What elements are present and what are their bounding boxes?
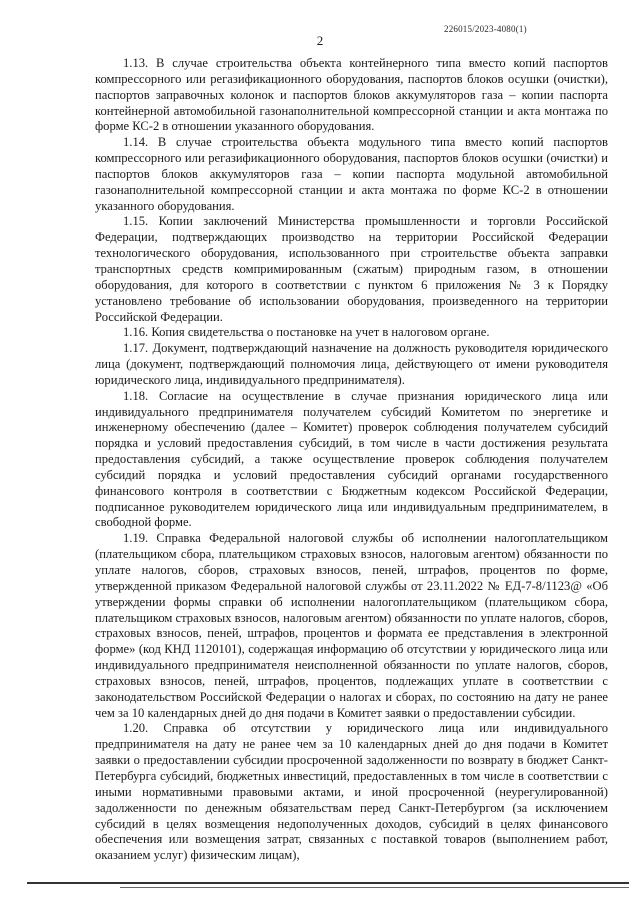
paragraph-1-16: 1.16. Копия свидетельства о постановке на учет в налоговом органе. <box>123 325 490 340</box>
page-number: 2 <box>316 33 324 48</box>
paragraph-1-19: 1.19. Справка Федеральной налоговой службы об исполнении налогоплательщиком (плательщиком сбора, плательщиком страховых взносов, налоговым агентом) обязанности по уплате налогов, сборов, страховых взносов, пеней, штрафов, процентов по форме, утвержденной приказом Федеральной налоговой службы от 23.11.2022 № ЕД-7-8/1123@ «Об утверждении формы справки об исполнении налогоплательщиком (плательщиком сбора, плательщиком страховых взносов, налоговым агентом) обязанности по уплате налогов, сборов, страховых взносов, пеней, штрафов, процентов и формата ее представления в электронной форме» (код КНД 1120101), содержащая информацию об отсутствии у юридического лица или индивидуального предпринимателя неисполненной обязанности по уплате налогов, сборов, страховых взносов, пеней, штрафов, процентов, подлежащих уплате в соответствии с законодательством Российской Федерации о налогах и сборах, по состоянию на дату не ранее чем за 10 календарных дней до дня подачи в Комитет заявки о предоставлении субсидии. <box>95 531 608 720</box>
paragraph-1-20: 1.20. Справка об отсутствии у юридического лица или индивидуального предпринимателя на дату не ранее чем за 10 календарных дней до дня подачи в Комитет заявки о предоставлении субсидии просроченной задолженности по возврату в бюджет Санкт-Петербурга субсидий, бюджетных инвестиций, предоставленных в том числе в соответствии с иными нормативными правовыми актами, и иной просроченной (неурегулированной) задолженности по денежным обязательствам перед Санкт-Петербургом (за исключением субсидий в целях возмещения недополученных доходов, субсидий в целях финансового обеспечения или возмещения затрат, связанных с поставкой товаров (выполнением работ, оказанием услуг) физическим лицам), <box>95 721 608 863</box>
paragraph-1-15: 1.15. Копии заключений Министерства промышленности и торговли Российской Федерации, подтверждающих производство на территории Российской Федерации технологического оборудования, использованного при строительстве объекта заправки транспортных средств компримированным (сжатым) природным газом, в отношении оборудования, для которого в соответствии с пунктом 6 приложения № 3 к Порядку установлено требование об использовании оборудования, произведенного на территории Российской Федерации. <box>95 214 608 324</box>
scan-border-line-thin <box>120 887 629 888</box>
paragraph-1-13: 1.13. В случае строительства объекта контейнерного типа вместо копий паспортов компрессорного или регазификационного оборудования, паспортов блоков осушки (очистки), паспортов заправочных колонок и паспортов блоков аккумуляторов газа – копии паспорта контейнерной автомобильной газонаполнительной компрессорной станции и акта монтажа по форме КС-2 в отношении указанного оборудования. <box>95 56 608 134</box>
paragraph-1-17: 1.17. Документ, подтверждающий назначение на должность руководителя юридического лица (документ, подтверждающий полномочия лица, действующего от имени руководителя юридического лица, индивидуального предпринимателя). <box>95 341 608 387</box>
paragraph-1-18: 1.18. Согласие на осуществление в случае признания юридического лица или индивидуального предпринимателя получателем субсидий Комитетом по энергетике и инженерному обеспечению (далее – Комитет) проверок соблюдения получателем субсидий порядка и условий предоставления субсидий, в том числе в части достижения результата предоставления субсидий, а также осуществление проверок соблюдения получателем субсидий порядка и условий предоставления субсидий органами государственного финансового контроля в соответствии с Бюджетным кодексом Российской Федерации, подписанное руководителем юридического лица или индивидуальным предпринимателем, в свободной форме. <box>95 388 608 530</box>
document-number: 226015/2023-4080(1) <box>444 24 527 34</box>
scan-border-line <box>27 882 629 884</box>
paragraph-1-14: 1.14. В случае строительства объекта модульного типа вместо копий паспортов компрессорного или регазификационного оборудования, паспортов блоков осушки (очистки) и паспортов блоков аккумуляторов газа – копии паспорта модульной автомобильной газонаполнительной компрессорной станции и акта монтажа по форме КС-2 в отношении указанного оборудования. <box>95 135 608 213</box>
document-body <box>95 56 608 864</box>
